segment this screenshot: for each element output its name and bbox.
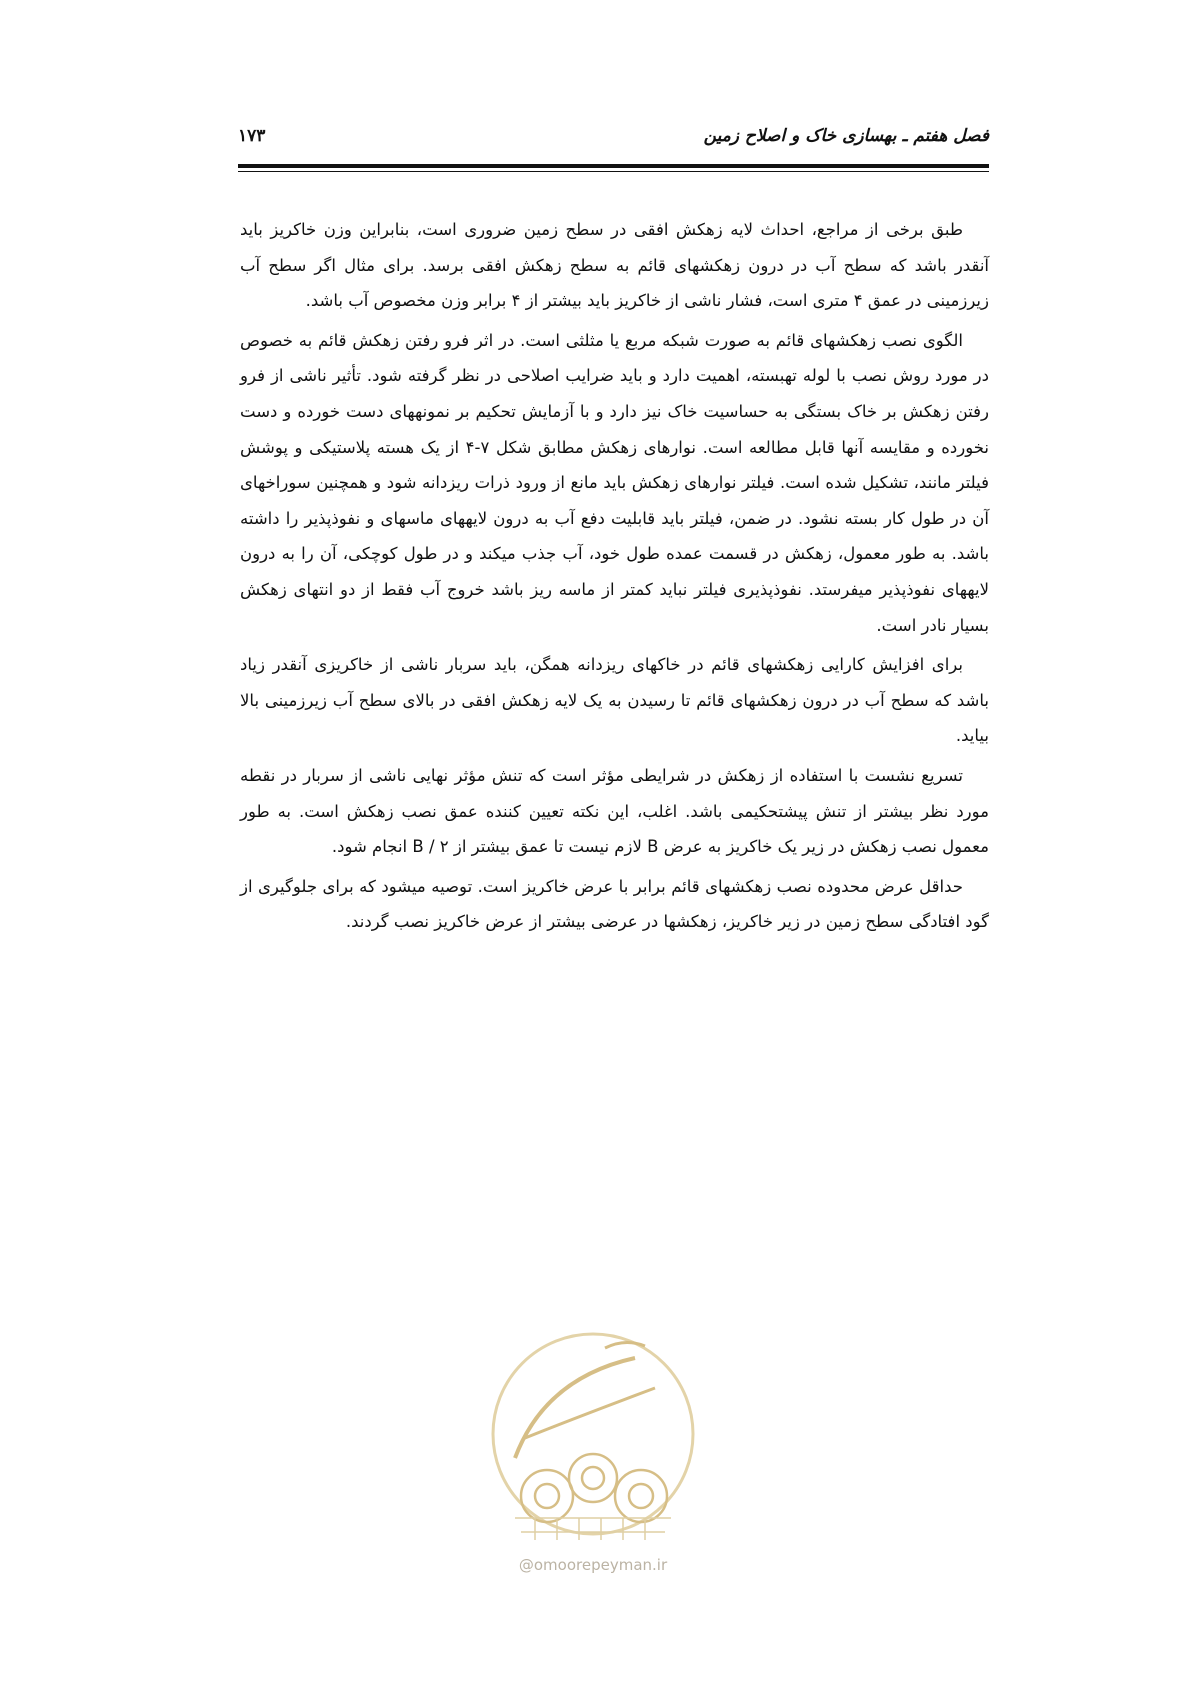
page-number: ۱۷۳ (238, 126, 266, 146)
watermark-logo (485, 1318, 701, 1550)
paragraph: برای افزایش کارایی زهکشهای قائم در خاکهای ریزدانه همگن، باید سربار ناشی از خاکریزی آنقدر زیاد باشد که سطح آب در درون زهکشهای قائم تا رسیدن به یک لایه زهکش افقی در بالای سطح آب زیرزمینی بالا بیاید. (240, 655, 989, 746)
body-text (240, 212, 989, 944)
header-rule-thin (238, 171, 989, 172)
watermark-url: @omoorepeyman.ir (518, 1556, 668, 1574)
paragraph: طبق برخی از مراجع، احداث لایه زهکش افقی در سطح زمین ضروری است، بنابراین وزن خاکریز باید آنقدر باشد که سطح آب در درون زهکشهای قائم به سطح زهکش افقی برسد. برای مثال اگر سطح آب زیرزمینی در عمق ۴ متری است، فشار ناشی از خاکریز باید بیشتر از ۴ برابر وزن مخصوص آب باشد. (240, 220, 989, 311)
header-rule-thick (238, 164, 989, 168)
paragraph: حداقل عرض محدوده نصب زهکشهای قائم برابر با عرض خاکریز است. توصیه میشود که برای جلوگیری از گود افتادگی سطح زمین در زیر خاکریز، زهکشها در عرضی بیشتر از عرض خاکریز نصب گردند. (240, 876, 989, 932)
paragraph: تسریع نشست با استفاده از زهکش در شرایطی مؤثر است که تنش مؤثر نهایی ناشی از سربار در نقطه مورد نظر بیشتر از تنش پیشتحکیمی باشد. اغلب، این نکته تعیین کننده عمق نصب زهکش است. به طور معمول نصب زهکش در زیر یک خاکریز به عرض B لازم نیست تا عمق بیشتر از B / ۲ انجام شود. (240, 765, 989, 857)
chapter-title: فصل هفتم ـ بهسازی خاک و اصلاح زمین (703, 126, 989, 146)
paragraph: الگوی نصب زهکشهای قائم به صورت شبکه مربع یا مثلثی است. در اثر فرو رفتن زهکش قائم به خصوص در مورد روش نصب با لوله تهبسته، اهمیت دارد و باید ضرایب اصلاحی در نظر گرفته شود. تأثیر ناشی از فرو رفتن زهکش بر خاک بستگی به حساسیت خاک نیز دارد و با آزمایش تحکیم بر نمونههای دست خورده و دست نخورده و مقایسه آنها قابل مطالعه است. نوارهای زهکش مطابق شکل ۷-۴ از یک هسته پلاستیکی و پوشش فیلتر مانند، تشکیل شده است. فیلتر نوارهای زهکش باید مانع از ورود ذرات ریزدانه شود و همچنین سوراخهای آن در طول کار بسته نشود. در ضمن، فیلتر باید قابلیت دفع آب به درون لایههای ماسهای و نفوذپذیر را داشته باشد. به طور معمول، زهکش در قسمت عمده طول خود، آب جذب میکند و در طول کوچکی، آن را به درون لایههای نفوذپذیر میفرستد. نفوذپذیری فیلتر نباید کمتر از ماسه ریز باشد خروج آب فقط از دو انتهای زهکش بسیار نادر است. (240, 330, 989, 635)
page-header (238, 116, 989, 150)
watermark (485, 1318, 701, 1580)
